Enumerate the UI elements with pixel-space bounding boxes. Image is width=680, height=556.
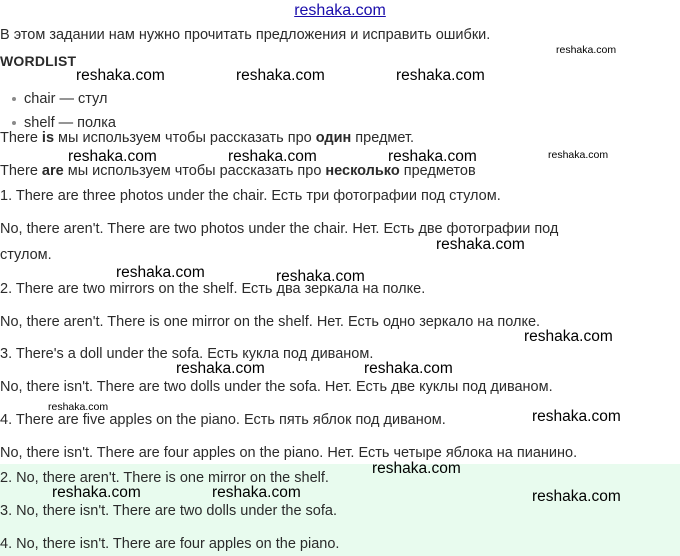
bullet-icon	[12, 121, 16, 125]
wordlist-item: chair — стул	[0, 87, 680, 111]
answer-line: 4. No, there isn't. There are four apples on the piano.	[0, 536, 340, 552]
watermark: reshaka.com	[68, 148, 157, 165]
watermark: reshaka.com	[556, 44, 617, 56]
answer-line: 3. No, there isn't. There are two dolls under the sofa.	[0, 503, 337, 519]
watermark: reshaka.com	[116, 264, 205, 281]
exercise-line: 3. There's a doll under the sofa. Есть кукла под диваном.	[0, 346, 374, 362]
watermark: reshaka.com	[532, 488, 621, 505]
watermark: reshaka.com	[276, 268, 365, 285]
watermark: reshaka.com	[396, 67, 485, 84]
watermark: reshaka.com	[388, 148, 477, 165]
exercise-line: 4. There are five apples on the piano. Есть пять яблок под диваном.	[0, 412, 446, 428]
watermark: reshaka.com	[212, 484, 301, 501]
watermark: reshaka.com	[548, 149, 609, 161]
wordlist-item: shelf — полка	[0, 111, 680, 135]
rule-are: There are мы используем чтобы рассказать про несколько предметов	[0, 163, 476, 179]
watermark: reshaka.com	[176, 360, 265, 377]
intro-text: В этом задании нам нужно прочитать предложения и исправить ошибки.	[0, 27, 491, 43]
wordlist-title: WORDLIST	[0, 53, 77, 69]
exercise-line: 1. There are three photos under the chair. Есть три фотографии под стулом.	[0, 188, 501, 204]
watermark: reshaka.com	[364, 360, 453, 377]
watermark: reshaka.com	[236, 67, 325, 84]
exercise-line: No, there aren't. There is one mirror on the shelf. Нет. Есть одно зеркало на полке.	[0, 314, 541, 330]
bullet-icon	[12, 97, 16, 101]
watermark: reshaka.com	[524, 328, 613, 345]
wordlist	[0, 87, 680, 131]
exercise-line: 2. There are two mirrors on the shelf. Есть два зеркала на полке.	[0, 281, 426, 297]
exercise-line: No, there isn't. There are two dolls under the sofa. Нет. Есть две куклы под диваном.	[0, 379, 553, 395]
site-link[interactable]: reshaka.com	[294, 2, 386, 19]
exercise-line: No, there aren't. There are two photos under the chair. Нет. Есть две фотографии под	[0, 221, 559, 237]
rule-is: There is мы используем чтобы рассказать про один предмет.	[0, 130, 415, 146]
watermark: reshaka.com	[436, 236, 525, 253]
watermark: reshaka.com	[48, 401, 109, 413]
watermark: reshaka.com	[52, 484, 141, 501]
watermark: reshaka.com	[532, 408, 621, 425]
exercise-line: стулом.	[0, 247, 52, 263]
watermark: reshaka.com	[372, 460, 461, 477]
answer-line: 2. No, there aren't. There is one mirror on the shelf.	[0, 470, 329, 486]
exercise-line: No, there isn't. There are four apples on the piano. Нет. Есть четыре яблока на пианино.	[0, 445, 578, 461]
watermark: reshaka.com	[76, 67, 165, 84]
watermark: reshaka.com	[228, 148, 317, 165]
